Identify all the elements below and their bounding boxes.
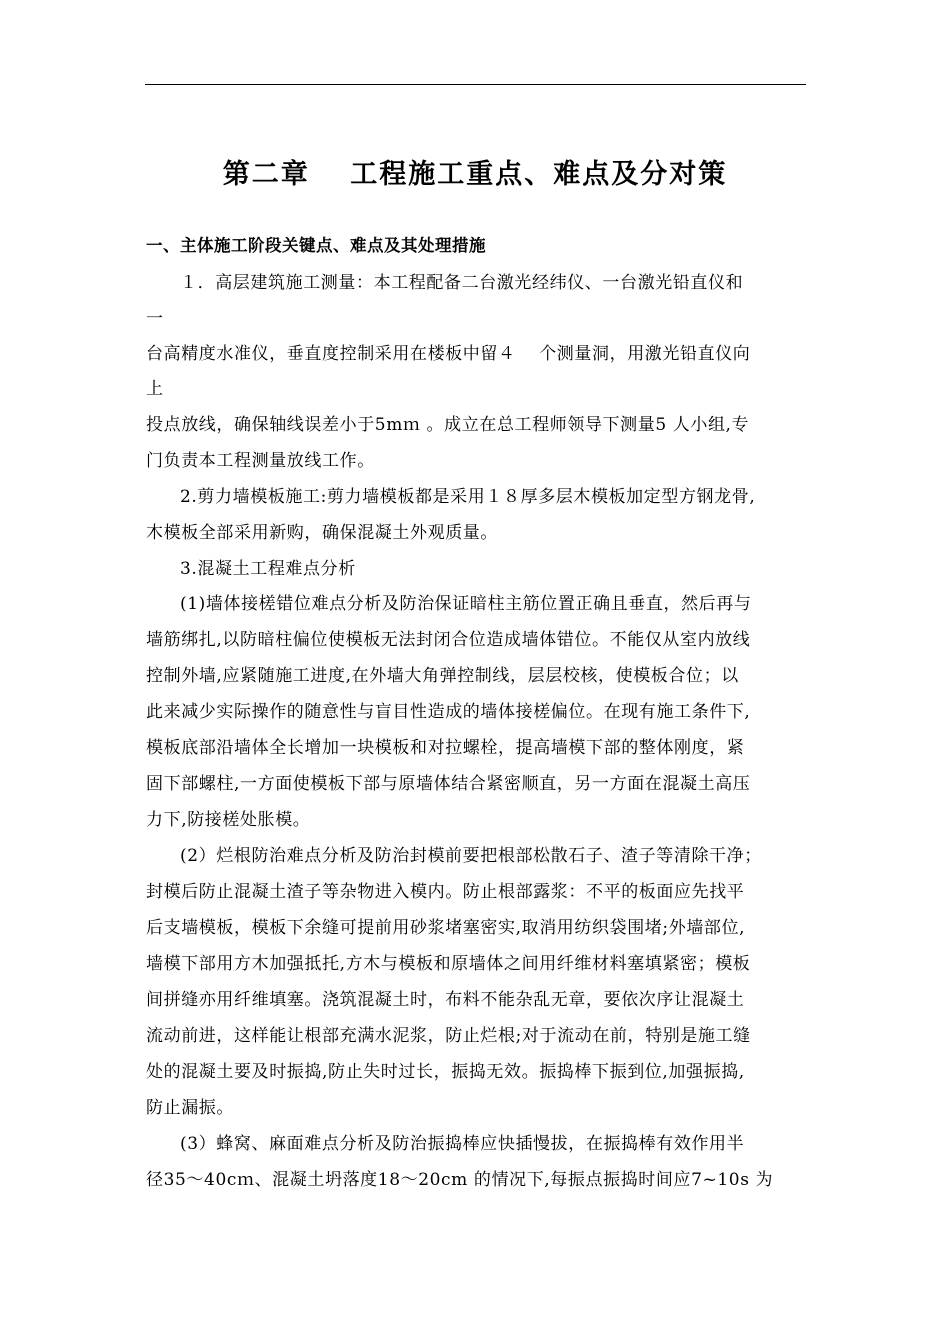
paragraph-line: 台高精度水准仪，垂直度控制采用在楼板中留４ 个测量洞，用激光铅直仪向 bbox=[146, 344, 751, 364]
paragraph-line: 模板底部沿墙体全长增加一块模板和对拉螺栓，提高墙模下部的整体刚度，紧 bbox=[146, 738, 745, 758]
paragraph-line: 木模板全部采用新购，确保混凝土外观质量。 bbox=[146, 523, 498, 543]
paragraph-line: 防止漏振。 bbox=[146, 1098, 234, 1118]
chapter-title: 第二章 工程施工重点、难点及分对策 bbox=[222, 159, 728, 190]
paragraph-line: 门负责本工程测量放线工作。 bbox=[146, 451, 375, 471]
paragraph-line: 间拼缝亦用纤维填塞。浇筑混凝土时，布料不能杂乱无章，要依次序让混凝土 bbox=[146, 990, 745, 1010]
paragraph-line: (3）蜂窝、麻面难点分析及防治振捣棒应快插慢拔，在振捣棒有效作用半 bbox=[180, 1134, 745, 1154]
paragraph-line: 此来减少实际操作的随意性与盲目性造成的墙体接槎偏位。在现有施工条件下, bbox=[146, 702, 751, 722]
paragraph-line: 控制外墙,应紧随施工进度,在外墙大角弹控制线，层层校核，使模板合位；以 bbox=[146, 666, 739, 686]
paragraph-line: 力下,防接槎处胀模。 bbox=[146, 810, 311, 830]
paragraph-line: 封模后防止混凝土渣子等杂物进入模内。防止根部露浆：不平的板面应先找平 bbox=[146, 882, 745, 902]
paragraph-line: 3.混凝土工程难点分析 bbox=[180, 559, 356, 579]
paragraph-line: (1)墙体接槎错位难点分析及防治保证暗柱主筋位置正确且垂直，然后再与 bbox=[180, 594, 752, 614]
paragraph-line: 2.剪力墙模板施工:剪力墙模板都是采用１８厚多层木模板加定型方钢龙骨, bbox=[180, 487, 756, 507]
paragraph-line: 处的混凝土要及时振捣,防止失时过长，振捣无效。振捣棒下振到位,加强振捣, bbox=[146, 1062, 745, 1082]
paragraph-line: (2）烂根防治难点分析及防治封模前要把根部松散石子、渣子等清除干净； bbox=[180, 846, 762, 866]
paragraph-line: 墙模下部用方木加强抵托,方木与模板和原墙体之间用纤维材料塞填紧密；模板 bbox=[146, 954, 751, 974]
paragraph-line: １．高层建筑施工测量：本工程配备二台激光经纬仪、一台激光铅直仪和 bbox=[180, 273, 744, 293]
paragraph-line: 上 bbox=[146, 379, 164, 399]
paragraph-line: 径35～40cｍ、混凝土坍落度18～20cm 的情况下,每振点振捣时间应7~10s 为 bbox=[146, 1170, 774, 1190]
header-rule bbox=[145, 84, 806, 85]
paragraph-line: 固下部螺柱,一方面使模板下部与原墙体结合紧密顺直，另一方面在混凝土高压 bbox=[146, 774, 751, 794]
section-heading: 一、主体施工阶段关键点、难点及其处理措施 bbox=[146, 236, 486, 255]
paragraph-line: 投点放线，确保轴线误差小于5mｍ 。成立在总工程师领导下测量5 人小组,专 bbox=[146, 415, 750, 435]
paragraph-line: 一 bbox=[146, 309, 164, 329]
paragraph-line: 后支墙模板，模板下余缝可提前用砂浆堵塞密实,取消用纺织袋围堵;外墙部位, bbox=[146, 918, 746, 938]
paragraph-line: 墙筋绑扎,以防暗柱偏位使模板无法封闭合位造成墙体错位。不能仅从室内放线 bbox=[146, 630, 751, 650]
paragraph-line: 流动前进，这样能让根部充满水泥浆，防止烂根;对于流动在前，特别是施工缝 bbox=[146, 1026, 751, 1046]
